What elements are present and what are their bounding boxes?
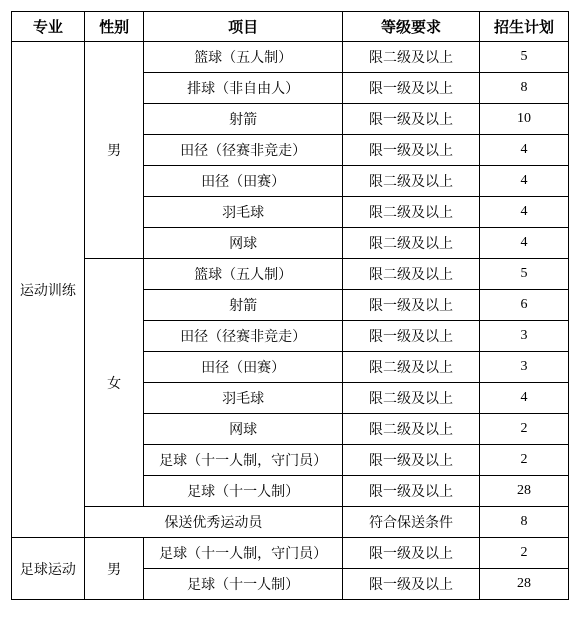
- level-cell: 限二级及以上: [342, 228, 479, 259]
- plan-cell: 4: [480, 383, 569, 414]
- item-cell: 足球（十一人制）: [144, 569, 343, 600]
- level-cell: 限一级及以上: [342, 104, 479, 135]
- item-cell: 田径（田赛）: [144, 352, 343, 383]
- plan-cell: 4: [480, 197, 569, 228]
- level-cell: 限二级及以上: [342, 383, 479, 414]
- item-cell: 篮球（五人制）: [144, 259, 343, 290]
- item-cell: 网球: [144, 228, 343, 259]
- item-cell: 羽毛球: [144, 197, 343, 228]
- plan-cell: 3: [480, 352, 569, 383]
- level-cell: 限二级及以上: [342, 197, 479, 228]
- gender-cell: 男: [84, 42, 144, 259]
- table-body: [12, 42, 569, 600]
- plan-cell: 28: [480, 569, 569, 600]
- header-row: [12, 12, 569, 42]
- item-cell: 足球（十一人制）: [144, 476, 343, 507]
- admission-plan-table: [11, 11, 569, 600]
- plan-cell: 4: [480, 228, 569, 259]
- plan-cell: 2: [480, 445, 569, 476]
- header-gender: 性别: [84, 12, 144, 42]
- item-cell: 保送优秀运动员: [84, 507, 342, 538]
- level-cell: 符合保送条件: [342, 507, 479, 538]
- level-cell: 限一级及以上: [342, 135, 479, 166]
- plan-cell: 6: [480, 290, 569, 321]
- plan-cell: 8: [480, 507, 569, 538]
- header-plan: 招生计划: [480, 12, 569, 42]
- item-cell: 田径（径赛非竞走）: [144, 321, 343, 352]
- table-row: [12, 42, 569, 73]
- plan-cell: 5: [480, 259, 569, 290]
- plan-cell: 4: [480, 166, 569, 197]
- header-item: 项目: [144, 12, 343, 42]
- plan-cell: 3: [480, 321, 569, 352]
- header-level: 等级要求: [342, 12, 479, 42]
- plan-cell: 5: [480, 42, 569, 73]
- item-cell: 排球（非自由人）: [144, 73, 343, 104]
- major-cell: 足球运动: [12, 538, 85, 600]
- level-cell: 限一级及以上: [342, 290, 479, 321]
- level-cell: 限二级及以上: [342, 42, 479, 73]
- plan-cell: 10: [480, 104, 569, 135]
- gender-cell: 男: [84, 538, 144, 600]
- level-cell: 限二级及以上: [342, 166, 479, 197]
- level-cell: 限一级及以上: [342, 476, 479, 507]
- item-cell: 田径（田赛）: [144, 166, 343, 197]
- item-cell: 射箭: [144, 104, 343, 135]
- level-cell: 限一级及以上: [342, 538, 479, 569]
- level-cell: 限二级及以上: [342, 414, 479, 445]
- table-row: [12, 538, 569, 569]
- item-cell: 足球（十一人制，守门员）: [144, 445, 343, 476]
- plan-cell: 4: [480, 135, 569, 166]
- item-cell: 足球（十一人制，守门员）: [144, 538, 343, 569]
- level-cell: 限二级及以上: [342, 259, 479, 290]
- item-cell: 田径（径赛非竞走）: [144, 135, 343, 166]
- item-cell: 射箭: [144, 290, 343, 321]
- gender-cell: 女: [84, 259, 144, 507]
- item-cell: 网球: [144, 414, 343, 445]
- level-cell: 限一级及以上: [342, 569, 479, 600]
- major-cell: 运动训练: [12, 42, 85, 538]
- level-cell: 限一级及以上: [342, 445, 479, 476]
- level-cell: 限一级及以上: [342, 73, 479, 104]
- plan-cell: 2: [480, 414, 569, 445]
- item-cell: 篮球（五人制）: [144, 42, 343, 73]
- plan-cell: 8: [480, 73, 569, 104]
- level-cell: 限二级及以上: [342, 352, 479, 383]
- plan-cell: 2: [480, 538, 569, 569]
- header-major: 专业: [12, 12, 85, 42]
- table-row: [12, 507, 569, 538]
- table-header: [12, 12, 569, 42]
- plan-cell: 28: [480, 476, 569, 507]
- item-cell: 羽毛球: [144, 383, 343, 414]
- level-cell: 限一级及以上: [342, 321, 479, 352]
- table-row: [12, 259, 569, 290]
